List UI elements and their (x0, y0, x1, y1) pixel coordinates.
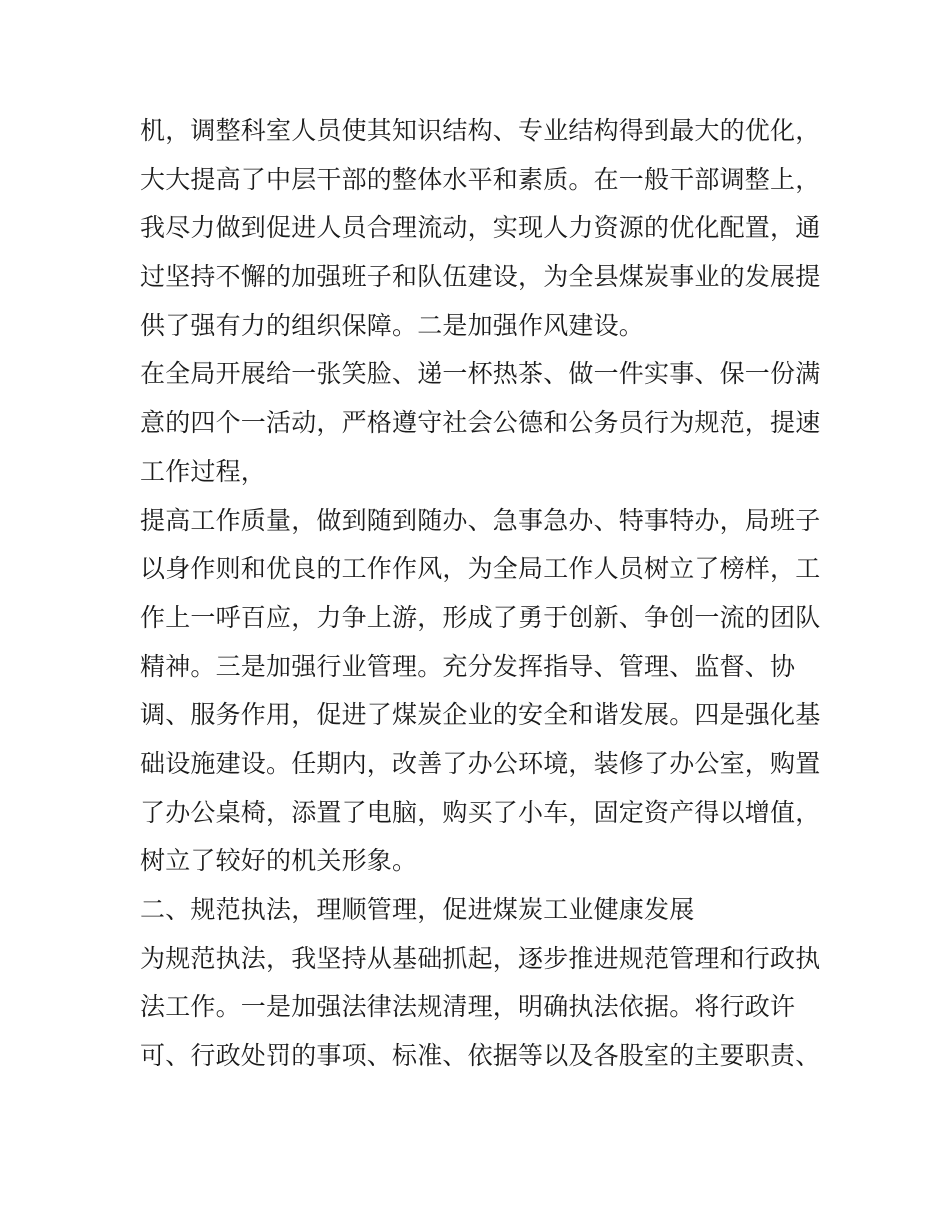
text-line: 过坚持不懈的加强班子和队伍建设，为全县煤炭事业的发展提 (140, 262, 821, 292)
text-line: 法工作。一是加强法律法规清理，明确执法依据。将行政许 (140, 992, 796, 1022)
text-line: 作上一呼百应，力争上游，形成了勇于创新、争创一流的团队 (140, 602, 821, 632)
text-line: 为规范执法，我坚持从基础抓起，逐步推进规范管理和行政执 (140, 943, 821, 973)
text-line: 提高工作质量，做到随到随办、急事急办、特事特办，局班子 (140, 505, 821, 535)
text-line: 我尽力做到促进人员合理流动，实现人力资源的优化配置，通 (140, 213, 821, 243)
text-line: 以身作则和优良的工作作风，为全局工作人员树立了榜样，工 (140, 554, 821, 584)
text-line: 础设施建设。任期内，改善了办公环境，装修了办公室，购置 (140, 748, 821, 778)
text-line: 调、服务作用，促进了煤炭企业的安全和谐发展。四是强化基 (140, 700, 821, 730)
section-heading: 二、规范执法，理顺管理，促进煤炭工业健康发展 (140, 895, 695, 924)
text-line: 树立了较好的机关形象。 (140, 846, 418, 876)
text-line: 机，调整科室人员使其知识结构、专业结构得到最大的优化， (140, 116, 821, 145)
text-line: 在全局开展给一张笑脸、递一杯热茶、做一件实事、保一份满 (140, 359, 821, 389)
text-line: 了办公桌椅，添置了电脑，购买了小车，固定资产得以增值， (140, 797, 821, 827)
text-line: 精神。三是加强行业管理。充分发挥指导、管理、监督、协 (140, 651, 796, 681)
text-line: 工作过程， (140, 456, 267, 486)
text-line: 意的四个一活动，严格遵守社会公德和公务员行为规范，提速 (140, 408, 821, 438)
document-body (140, 107, 820, 1081)
text-line: 大大提高了中层干部的整体水平和素质。在一般干部调整上， (140, 164, 821, 194)
text-line: 可、行政处罚的事项、标准、依据等以及各股室的主要职责、 (140, 1041, 821, 1071)
text-line: 供了强有力的组织保障。二是加强作风建设。 (140, 310, 645, 340)
